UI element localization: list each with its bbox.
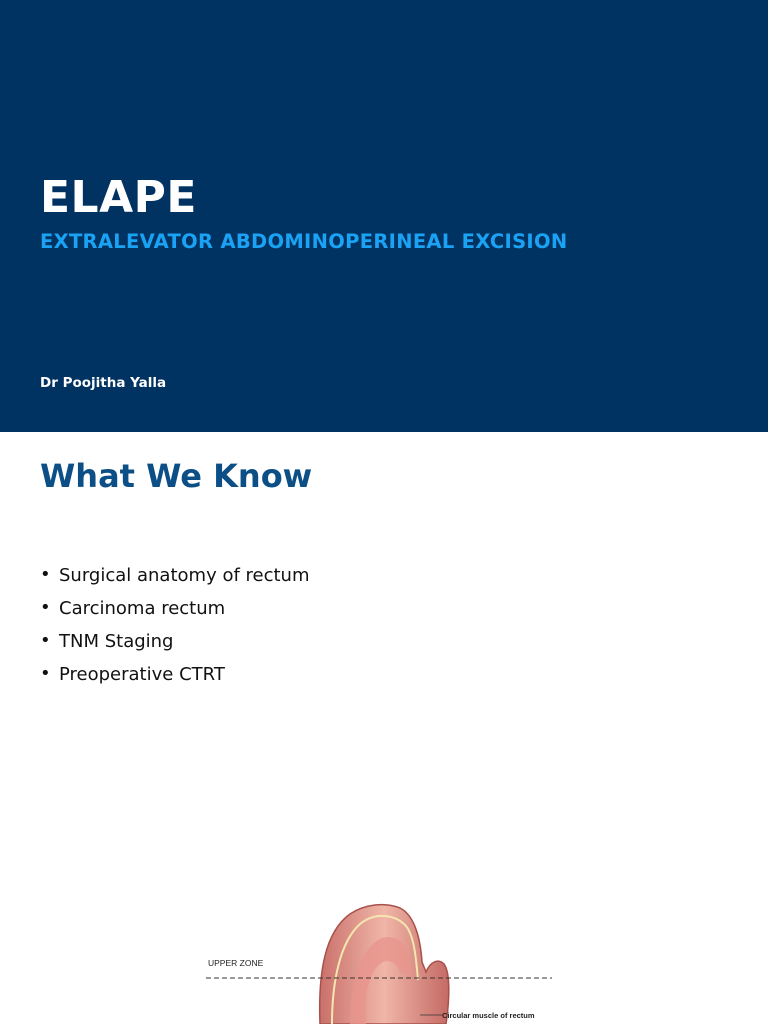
bullet-list	[40, 564, 310, 696]
bullet-icon: •	[40, 597, 51, 618]
section-heading: What We Know	[40, 457, 313, 495]
slide-subtitle: EXTRALEVATOR ABDOMINOPERINEAL EXCISION	[40, 230, 568, 253]
bullet-icon: •	[40, 630, 51, 651]
list-item	[40, 663, 310, 696]
author-name: Dr Poojitha Yalla	[40, 375, 167, 391]
bullet-text: Surgical anatomy of rectum	[59, 565, 310, 586]
bullet-text: Carcinoma rectum	[59, 598, 226, 619]
bullet-text: TNM Staging	[59, 631, 174, 652]
rectum-anatomy-figure	[200, 902, 568, 1024]
content-slide	[0, 432, 768, 1024]
circular-muscle-label: Circular muscle of rectum	[442, 1011, 535, 1020]
list-item	[40, 564, 310, 597]
bullet-icon: •	[40, 663, 51, 684]
upper-zone-label: UPPER ZONE	[208, 958, 264, 968]
slide-title: ELAPE	[40, 172, 197, 223]
list-item	[40, 597, 310, 630]
bullet-icon: •	[40, 564, 51, 585]
title-slide	[0, 0, 768, 432]
bullet-text: Preoperative CTRT	[59, 664, 225, 685]
list-item	[40, 630, 310, 663]
